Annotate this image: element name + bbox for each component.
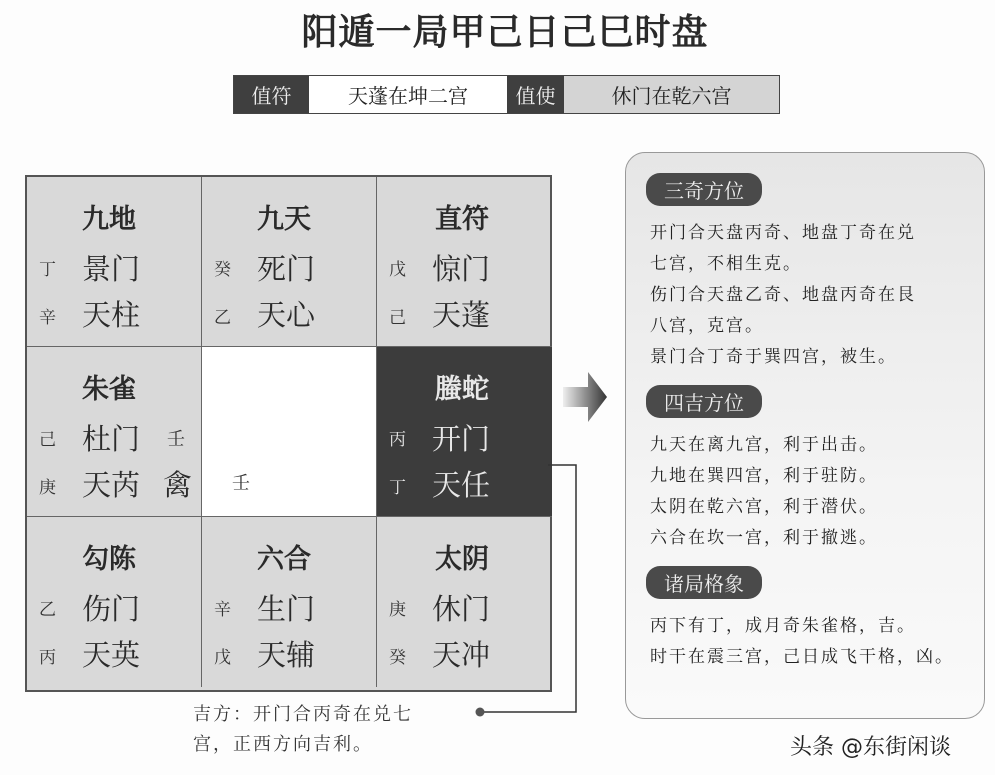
earth-stem: 丙 <box>39 648 56 668</box>
section-title: 诸局格象 <box>646 566 762 599</box>
section-line: 开门合天盘丙奇、地盘丁奇在兑 <box>650 223 916 243</box>
section-line: 八宫，克宫。 <box>650 316 764 336</box>
door-label: 生门 <box>257 592 316 626</box>
section-line: 九地在巽四宫，利于驻防。 <box>650 466 878 486</box>
earth-stem: 庚 <box>39 478 56 498</box>
door-label: 死门 <box>257 252 316 286</box>
heaven-stem: 癸 <box>214 260 231 280</box>
heaven-stem: 戊 <box>389 260 406 280</box>
star-label: 天冲 <box>432 638 491 672</box>
info-panel <box>625 152 985 719</box>
star-label: 天心 <box>257 298 316 332</box>
extra-stem: 壬 <box>167 429 185 450</box>
section-line: 七宫，不相生克。 <box>650 254 802 274</box>
section-line: 景门合丁奇于巽四宫，被生。 <box>650 347 897 367</box>
earth-stem: 戊 <box>214 648 231 668</box>
connector-dot <box>476 708 485 717</box>
deity-label: 太阴 <box>435 544 489 575</box>
deity-label: 九天 <box>257 204 311 235</box>
earth-stem: 辛 <box>39 308 56 328</box>
star-label: 天蓬 <box>432 298 491 332</box>
heaven-stem: 乙 <box>39 600 56 620</box>
deity-label: 勾陈 <box>82 544 136 575</box>
section-line: 太阴在乾六宫，利于潜伏。 <box>650 497 878 517</box>
section-title: 四吉方位 <box>646 385 762 418</box>
deity-label: 九地 <box>82 204 136 235</box>
zhifu-label: 值符 <box>234 76 309 113</box>
star-label: 天英 <box>82 638 141 672</box>
star-label: 天柱 <box>82 298 141 332</box>
caption <box>193 700 413 760</box>
section-title: 三奇方位 <box>646 173 762 206</box>
door-label: 开门 <box>432 422 491 456</box>
earth-stem: 乙 <box>214 308 231 328</box>
watermark: 头条 @东街闲谈 <box>790 735 951 760</box>
heaven-stem: 丁 <box>39 260 56 280</box>
extra-star: 禽 <box>163 468 193 502</box>
door-label: 惊门 <box>432 252 491 286</box>
door-label: 景门 <box>82 252 141 286</box>
earth-stem: 丁 <box>389 478 406 498</box>
zhishi-value: 休门在乾六宫 <box>564 76 779 113</box>
zhishi-label: 值使 <box>507 76 564 113</box>
star-label: 天辅 <box>257 638 316 672</box>
heaven-stem: 辛 <box>214 600 231 620</box>
heaven-stem: 己 <box>39 430 56 450</box>
door-label: 杜门 <box>82 422 141 456</box>
section-line: 伤门合天盘乙奇、地盘丙奇在艮 <box>650 285 916 305</box>
door-label: 休门 <box>432 592 491 626</box>
heaven-stem: 丙 <box>389 430 406 450</box>
star-label: 天芮 <box>82 468 141 502</box>
section-line: 时干在震三宫，己日成飞干格，凶。 <box>650 647 954 667</box>
earth-stem: 己 <box>389 308 406 328</box>
section-line: 六合在坎一宫，利于撤逃。 <box>650 528 878 548</box>
caption-line: 吉方：开门合丙奇在兑七 <box>193 704 413 725</box>
zhifu-value: 天蓬在坤二宫 <box>309 76 507 113</box>
door-label: 伤门 <box>82 592 141 626</box>
deity-label: 直符 <box>435 204 489 235</box>
deity-label: 六合 <box>257 544 311 575</box>
arrow-icon <box>563 372 607 422</box>
star-label: 天任 <box>432 468 491 502</box>
deity-label: 朱雀 <box>82 374 136 405</box>
page-title: 阳遁一局甲己日己巳时盘 <box>301 12 709 53</box>
earth-stem: 癸 <box>389 648 406 668</box>
connector-line <box>484 465 576 712</box>
caption-line: 宫，正西方向吉利。 <box>193 734 373 755</box>
heaven-stem: 庚 <box>389 600 406 620</box>
section-line: 九天在离九宫，利于出击。 <box>650 435 878 455</box>
section-line: 丙下有丁，成月奇朱雀格，吉。 <box>650 616 916 636</box>
deity-label: 螣蛇 <box>435 374 489 405</box>
center-stem: 壬 <box>232 473 250 494</box>
